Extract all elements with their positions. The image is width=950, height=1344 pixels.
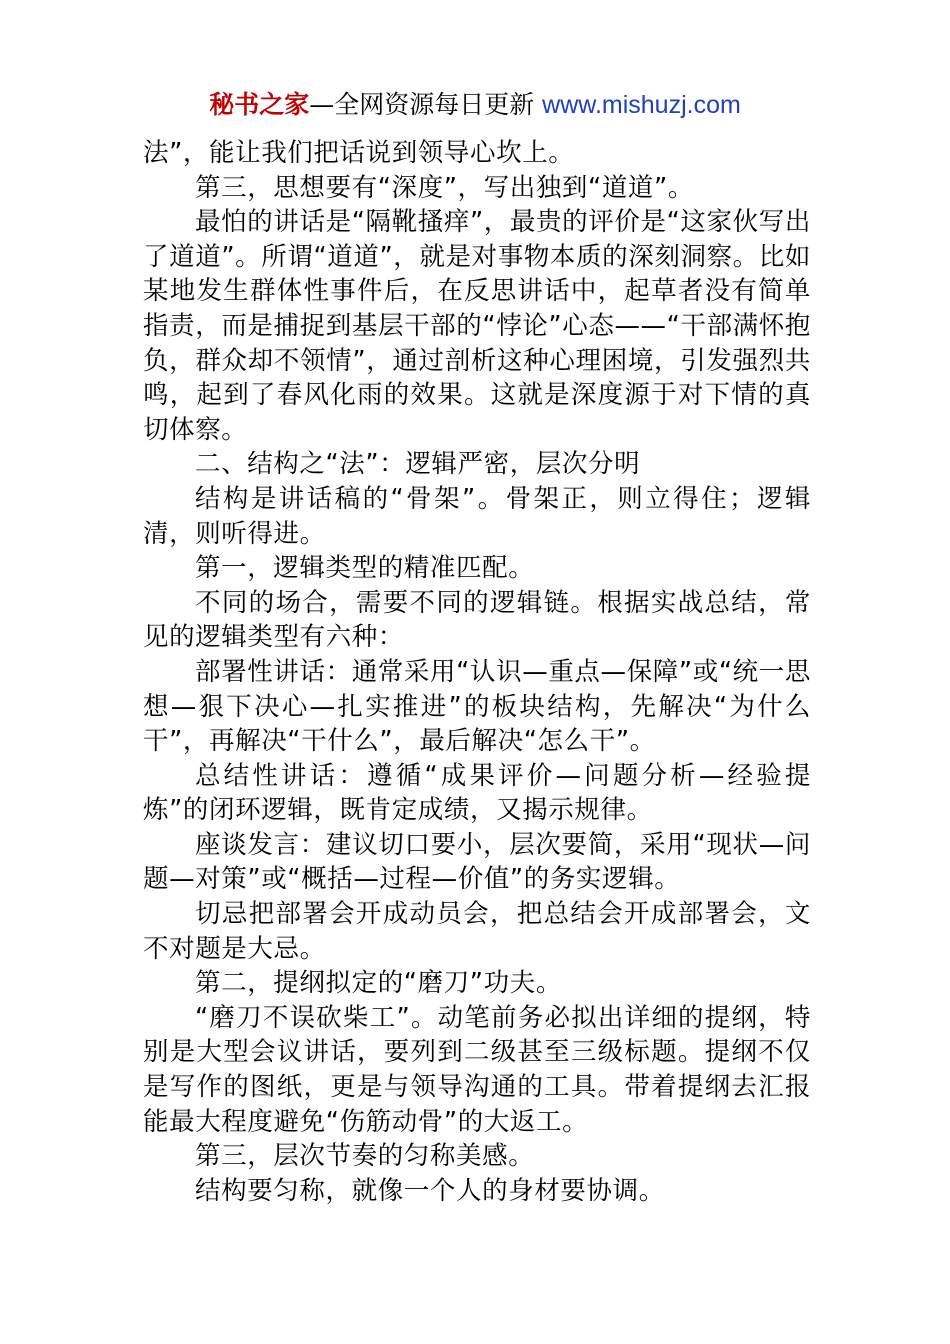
paragraph: 结构是讲话稿的“骨架”。骨架正，则立得住；逻辑清，则听得进。 [143,483,811,549]
site-header [0,88,950,122]
paragraph: 第三，层次节奏的匀称美感。 [195,1141,535,1172]
paragraph: 最怕的讲话是“隔靴搔痒”，最贵的评价是“这家伙写出了道道”。所谓“道道”，就是对事物本质的深刻洞察。比如某地发生群体性事件后，在反思讲话中，起草者没有简单指责，而是捕捉到基层干部的“悖论”心态——“干部满怀抱负，群众却不领情”，通过剖析这种心理困境，引发强烈共鸣，起到了春风化雨的效果。这就是深度源于对下情的真切体察。 [143,207,811,445]
paragraph: 不同的场合，需要不同的逻辑链。根据实战总结，常见的逻辑类型有六种： [143,587,811,653]
header-tagline: —全网资源每日更新 [309,90,543,119]
website-url: www.mishuzj.com [542,91,741,119]
paragraph: 法”，能让我们把话说到领导心坎上。 [143,138,575,168]
document-body [143,136,811,1208]
section-heading: 二、结构之“法”：逻辑严密，层次分明 [195,449,641,480]
paragraph: 座谈发言：建议切口要小，层次要简，采用“现状—问题—对策”或“概括—过程—价值”的务实逻辑。 [143,829,811,895]
paragraph: 部署性讲话：通常采用“认识—重点—保障”或“统一思想—狠下决心—扎实推进”的板块结构，先解决“为什么干”，再解决“干什么”，最后解决“怎么干”。 [143,656,811,757]
paragraph: 总结性讲话：遵循“成果评价—问题分析—经验提炼”的闭环逻辑，既肯定成绩，又揭示规律。 [143,760,811,826]
paragraph: “磨刀不误砍柴工”。动笔前务必拟出详细的提纲，特别是大型会议讲话，要列到二级甚至三级标题。提纲不仅是写作的图纸，更是与领导沟通的工具。带着提纲去汇报能最大程度避免“伤筋动骨”的大返工。 [143,1002,811,1137]
brand-name: 秘书之家 [209,90,310,119]
paragraph: 切忌把部署会开成动员会，把总结会开成部署会，文不对题是大忌。 [143,899,811,964]
paragraph: 第三，思想要有“深度”，写出独到“道道”。 [195,172,694,203]
paragraph: 第二，提纲拟定的“磨刀”功夫。 [195,968,562,999]
paragraph: 结构要匀称，就像一个人的身材要协调。 [195,1175,665,1206]
paragraph: 第一，逻辑类型的精准匹配。 [195,553,535,584]
